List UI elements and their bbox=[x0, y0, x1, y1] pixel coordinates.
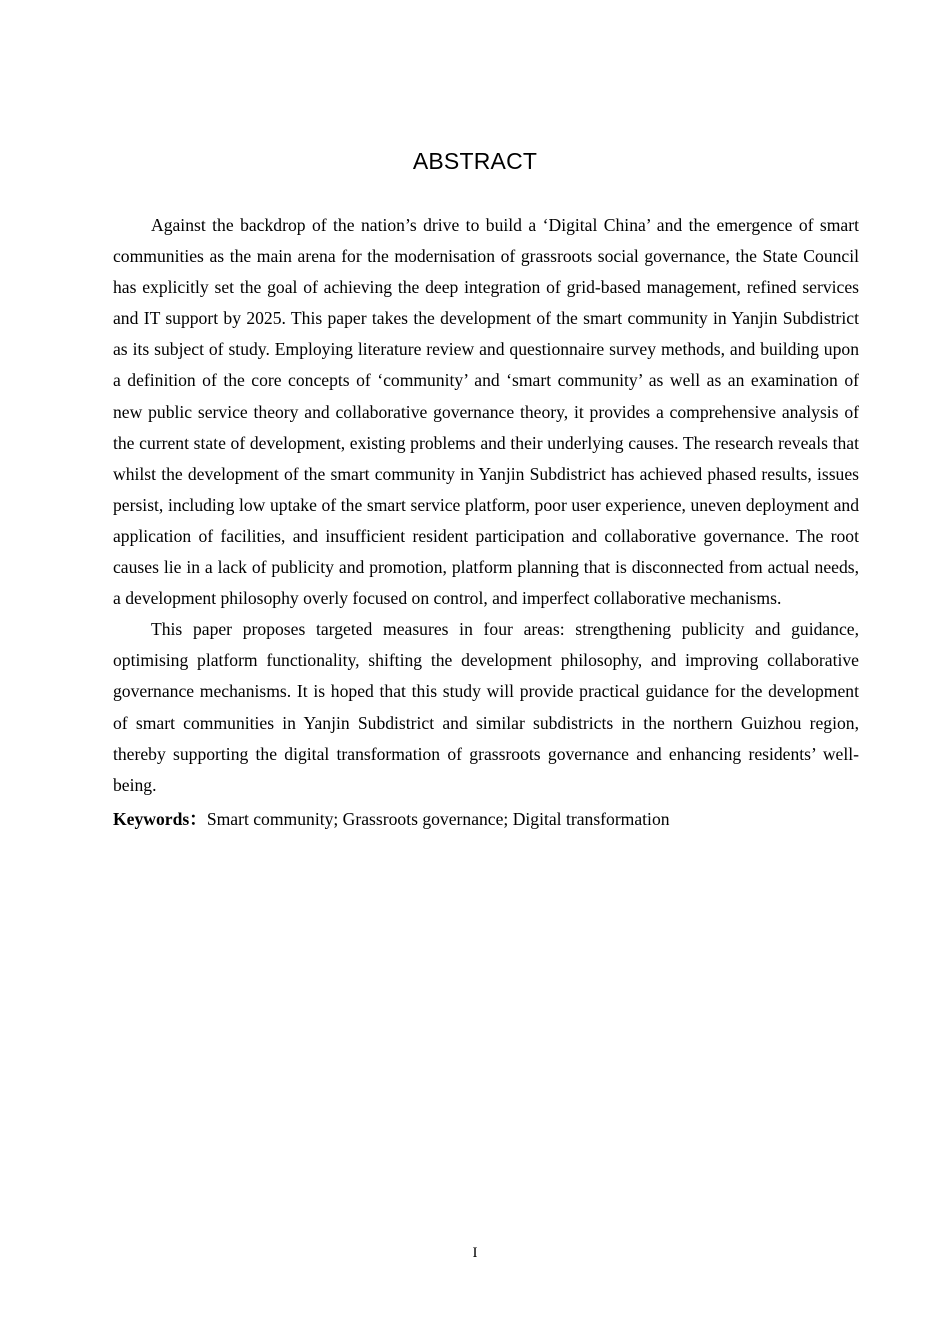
keywords-line bbox=[113, 804, 859, 835]
abstract-title: ABSTRACT bbox=[412, 148, 538, 174]
abstract-paragraph-1: Against the backdrop of the nation’s drive to build a ‘Digital China’ and the emergence of smart communities as the main arena for the modernisation of grassroots social governance, the State Council has explicitly set the goal of achieving the deep integration of grid-based management, refined services and IT support by 2025. This paper takes the development of the smart community in Yanjin Subdistrict as its subject of study. Employing literature review and questionnaire survey methods, and building upon a definition of the core concepts of ‘community’ and ‘smart community’ as well as an examination of new public service theory and collaborative governance theory, it provides a comprehensive analysis of the current state of development, existing problems and their underlying causes. The research reveals that whilst the development of the smart community in Yanjin Subdistrict has achieved phased results, issues persist, including low uptake of the smart service platform, poor user experience, uneven deployment and application of facilities, and insufficient resident participation and collaborative governance. The root causes lie in a lack of publicity and promotion, platform planning that is disconnected from actual needs, a development philosophy overly focused on control, and imperfect collaborative mechanisms. bbox=[113, 215, 859, 609]
keywords-text: Smart community; Grassroots governance; Digital transformation bbox=[206, 808, 670, 829]
keywords-label: Keywords： bbox=[113, 808, 207, 829]
page-number: I bbox=[472, 1245, 478, 1261]
abstract-body bbox=[113, 210, 859, 835]
abstract-paragraph-2: This paper proposes targeted measures in four areas: strengthening publicity and guidance, optimising platform functionality, shifting the development philosophy, and improving collaborative governance mechanisms. It is hoped that this study will provide practical guidance for the development of smart communities in Yanjin Subdistrict and similar subdistricts in the northern Guizhou region, thereby supporting the digital transformation of grassroots governance and enhancing residents’ well-being. bbox=[113, 619, 859, 795]
